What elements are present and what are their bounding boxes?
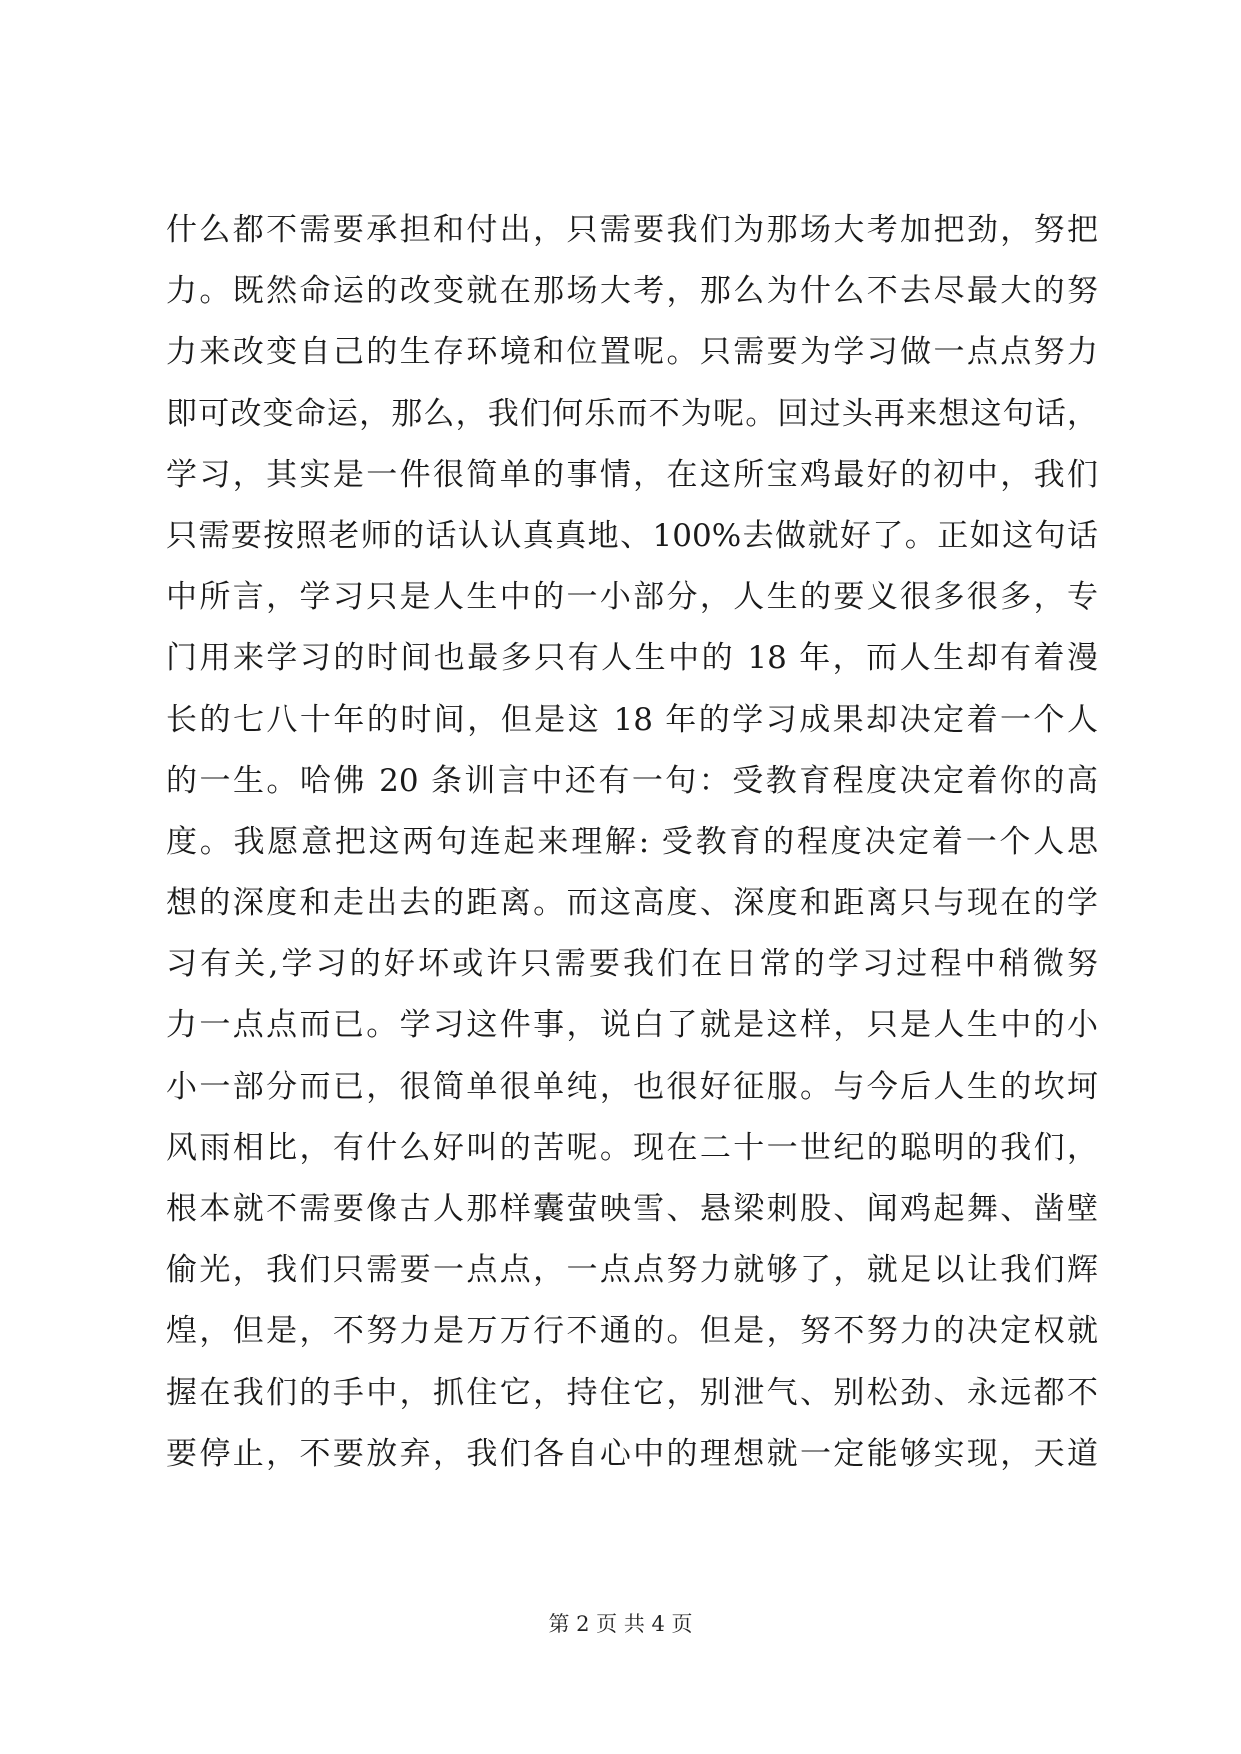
text-line: 的一生。哈佛 20 条训言中还有一句：受教育程度决定着你的高 [166,762,1098,799]
text-line: 学习，其实是一件很简单的事情，在这所宝鸡最好的初中，我们 [166,456,1098,493]
text-line: 煌，但是，不努力是万万行不通的。但是，努不努力的决定权就 [166,1313,1098,1350]
page-number-footer: 第 2 页 共 4 页 [548,1612,693,1636]
text-line: 即可改变命运，那么，我们何乐而不为呢。回过头再来想这句话， [166,395,1098,432]
text-line: 风雨相比，有什么好叫的苦呢。现在二十一世纪的聪明的我们， [166,1129,1098,1166]
text-line: 力来改变自己的生存环境和位置呢。只需要为学习做一点点努力 [166,334,1098,371]
text-line: 偷光，我们只需要一点点，一点点努力就够了，就足以让我们辉 [166,1252,1098,1289]
body-text [166,200,1098,1485]
text-line: 度。我愿意把这两句连起来理解: 受教育的程度决定着一个人思 [166,823,1098,860]
text-line: 握在我们的手中，抓住它，持住它，别泄气、别松劲、永远都不 [166,1374,1098,1411]
text-line: 根本就不需要像古人那样囊萤映雪、悬梁刺股、闻鸡起舞、凿壁 [166,1191,1098,1227]
text-line: 力一点点而已。学习这件事，说白了就是这样，只是人生中的小 [166,1007,1098,1044]
text-line: 只需要按照老师的话认认真真地、100%去做就好了。正如这句话 [166,517,1098,554]
text-line: 力。既然命运的改变就在那场大考，那么为什么不去尽最大的努 [166,273,1098,310]
text-line: 要停止，不要放弃，我们各自心中的理想就一定能够实现，天道 [166,1435,1098,1472]
text-line: 习有关,学习的好坏或许只需要我们在日常的学习过程中稍微努 [166,946,1098,983]
text-line: 小一部分而已，很简单很单纯，也很好征服。与今后人生的坎坷 [166,1068,1098,1105]
text-line: 门用来学习的时间也最多只有人生中的 18 年，而人生却有着漫 [166,640,1098,677]
text-line: 长的七八十年的时间，但是这 18 年的学习成果却决定着一个人 [166,701,1098,738]
text-line: 想的深度和走出去的距离。而这高度、深度和距离只与现在的学 [166,885,1098,922]
text-line: 中所言，学习只是人生中的一小部分，人生的要义很多很多，专 [166,579,1098,616]
text-line: 什么都不需要承担和付出，只需要我们为那场大考加把劲，努把 [166,212,1098,248]
